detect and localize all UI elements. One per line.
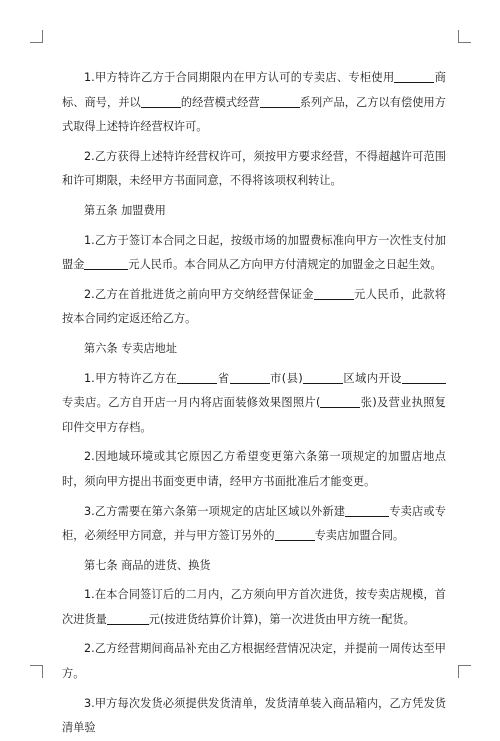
fill-blank[interactable] bbox=[260, 95, 300, 108]
fill-blank[interactable] bbox=[394, 70, 434, 83]
text-segment: 元人民币。本合同从乙方向甲方付清规定的加盟金之日起生效。 bbox=[128, 258, 442, 272]
fill-blank[interactable] bbox=[177, 371, 217, 384]
text-segment: 1.甲方特许乙方于合同期限内在甲方认可的专卖店、专柜使用 bbox=[84, 71, 395, 84]
text-segment: 1.甲方特许乙方在 bbox=[84, 371, 178, 385]
text-segment: 2.因地域环境或其它原因乙方希望变更第六条第一项规定的加盟店地点时，须向甲方提出书面变更申请，经甲方书面批准后才能变更。 bbox=[62, 450, 446, 488]
text-segment: 系列产品，乙方以有偿使用方式取得上述特许经营权许可。 bbox=[62, 95, 446, 134]
crop-mark-bottom-left bbox=[30, 665, 43, 678]
clause-paragraph bbox=[62, 445, 446, 494]
section-heading bbox=[62, 554, 446, 579]
text-segment: 1.在本合同签订后的二月内，乙方须向甲方首次进货，按专卖店规模，首次进货量 bbox=[62, 588, 446, 626]
fill-blank[interactable] bbox=[345, 504, 389, 517]
text-segment: 3.甲方每次发货必须提供发货清单，发货清单装入商品箱内，乙方凭发货清单验 bbox=[62, 696, 446, 735]
text-segment: 第五条 加盟费用 bbox=[84, 203, 166, 217]
section-heading bbox=[62, 337, 446, 362]
text-segment: 市(县) bbox=[269, 371, 303, 385]
fill-blank[interactable] bbox=[314, 287, 354, 300]
text-segment: 商标、商号，并以 bbox=[62, 71, 446, 109]
text-segment: 第六条 专卖店地址 bbox=[84, 341, 178, 355]
clause-paragraph bbox=[62, 145, 446, 194]
text-segment: 省 bbox=[217, 371, 230, 385]
clause-paragraph bbox=[62, 692, 446, 741]
text-segment: 3.乙方需要在第六条第一项规定的店址区域以外新建 bbox=[84, 504, 346, 518]
fill-blank[interactable] bbox=[84, 257, 96, 270]
crop-mark-top-right bbox=[458, 30, 471, 43]
fill-blank[interactable] bbox=[275, 528, 315, 541]
text-segment: 专卖店加盟合同。 bbox=[314, 529, 405, 543]
text-segment: 元(按进货结算价计算)，第一次进货由甲方统一配货。 bbox=[148, 612, 415, 626]
text-segment: 2.乙方在首批进货之前向甲方交纳经营保证金 bbox=[84, 287, 314, 301]
clause-paragraph bbox=[62, 66, 446, 140]
text-segment: 专卖店。乙方自开店一月内将店面装修效果图照片( bbox=[62, 396, 321, 410]
text-segment: 2.乙方获得上述特许经营权许可，须按甲方要求经营，不得超越许可范围和许可期限，未经甲方书面同意，不得将该项权利转让。 bbox=[62, 149, 446, 188]
section-heading bbox=[62, 199, 446, 224]
clause-paragraph bbox=[62, 500, 446, 549]
clause-paragraph bbox=[62, 229, 446, 278]
text-segment: 专卖店或专柜，必须经甲方同意，并与甲方签订另外的 bbox=[62, 504, 446, 543]
fill-blank[interactable] bbox=[96, 257, 128, 270]
fill-blank[interactable] bbox=[402, 371, 446, 384]
clause-paragraph bbox=[62, 583, 446, 632]
fill-blank[interactable] bbox=[107, 612, 149, 625]
text-segment: 区域内开设 bbox=[342, 371, 402, 385]
text-segment: 2.乙方经营期间商品补充由乙方根据经营情况决定，并提前一周传达至甲方。 bbox=[62, 642, 446, 681]
text-segment: 1.乙方于签订本合同之日起，按级市场的加盟费标准向甲方一次性支付加盟金 bbox=[62, 233, 446, 272]
text-segment: 张)及营业执照复印件交甲方存档。 bbox=[62, 396, 446, 434]
fill-blank[interactable] bbox=[320, 395, 360, 408]
clause-paragraph bbox=[62, 637, 446, 686]
document-body bbox=[62, 66, 446, 741]
clause-paragraph bbox=[62, 283, 446, 332]
text-segment: 元人民币，此款将按本合同约定返还给乙方。 bbox=[62, 287, 446, 326]
fill-blank[interactable] bbox=[303, 371, 343, 384]
crop-mark-top-left bbox=[30, 30, 43, 43]
text-segment: 第七条 商品的进货、换货 bbox=[84, 558, 211, 572]
fill-blank[interactable] bbox=[230, 371, 270, 384]
crop-mark-bottom-right bbox=[458, 665, 471, 678]
fill-blank[interactable] bbox=[141, 95, 181, 108]
clause-paragraph bbox=[62, 367, 446, 441]
text-segment: 的经营模式经营 bbox=[180, 95, 260, 109]
